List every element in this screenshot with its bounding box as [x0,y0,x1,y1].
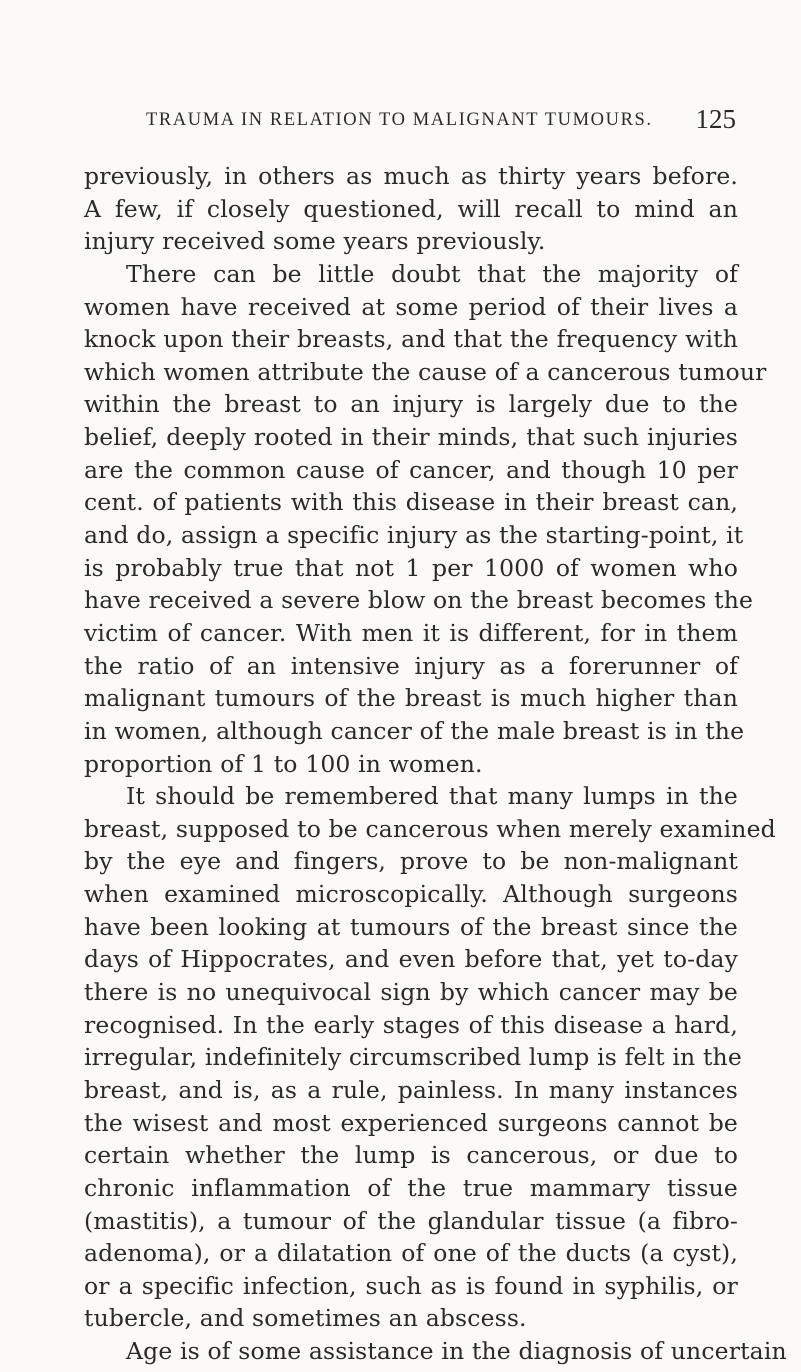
paragraph-start-line: It should be remembered that many lumps in the [126,782,738,811]
paragraph-start-line: There can be little doubt that the majority of [126,259,738,288]
text-line: there is no unequivocal sign by which cancer may be [84,978,738,1007]
paragraph-start-line: Age is of some assistance in the diagnosis of uncertain [126,1337,787,1366]
text-line: malignant tumours of the breast is much higher than [84,684,738,713]
text-line: are the common cause of cancer, and though 10 per [84,455,738,484]
text-line: breast, supposed to be cancerous when merely examined [84,814,776,843]
text-line: and do, assign a specific injury as the starting-point, it [84,521,744,550]
text-line: is probably true that not 1 per 1000 of women who [84,553,738,582]
running-head [146,104,736,136]
text-line: proportion of 1 to 100 in women. [84,749,483,778]
text-line: tubercle, and sometimes an abscess. [84,1304,527,1333]
text-line: injury received some years previously. [84,227,546,256]
text-line: previously, in others as much as thirty years before. [84,162,738,190]
text-line: belief, deeply rooted in their minds, that such injuries [84,423,738,452]
text-line: the wisest and most experienced surgeons cannot be [84,1108,738,1137]
text-line: have been looking at tumours of the breast since the [84,912,738,941]
text-line: in women, although cancer of the male breast is in the [84,716,745,745]
text-line: when examined microscopically. Although surgeons [84,880,738,909]
text-line: by the eye and fingers, prove to be non-malignant [84,847,738,876]
text-line: have received a severe blow on the breast becomes the [84,586,754,615]
text-line: recognised. In the early stages of this disease a hard, [84,1010,738,1039]
text-line: breast, and is, as a rule, painless. In many instances [84,1075,738,1104]
text-line: victim of cancer. With men it is different, for in them [84,618,738,647]
text-line: women have received at some period of their lives a [84,292,738,321]
page-number: 125 [695,104,736,134]
running-title: TRAUMA IN RELATION TO MALIGNANT TUMOURS. [146,110,653,130]
text-line: (mastitis), a tumour of the glandular tissue (a fibro- [84,1206,738,1235]
text-line: days of Hippocrates, and even before that, yet to-day [84,945,738,974]
text-line: adenoma), or a dilatation of one of the ducts (a cyst), [84,1239,738,1268]
text-line: A few, if closely questioned, will recall to mind an [84,194,738,223]
text-line: which women attribute the cause of a cancerous tumour [84,357,767,386]
text-line: the ratio of an intensive injury as a forerunner of [84,651,738,680]
text-line: or a specific infection, such as is found in syphilis, or [84,1271,738,1300]
text-line: irregular, indefinitely circumscribed lump is felt in the [84,1043,742,1072]
text-line: chronic inflammation of the true mammary tissue [84,1173,738,1202]
text-line: certain whether the lump is cancerous, or due to [84,1141,738,1170]
body-text [84,160,787,1368]
text-line: cent. of patients with this disease in their breast can, [84,488,738,517]
text-line: within the breast to an injury is largely due to the [84,390,738,419]
text-line: knock upon their breasts, and that the frequency with [84,325,738,354]
